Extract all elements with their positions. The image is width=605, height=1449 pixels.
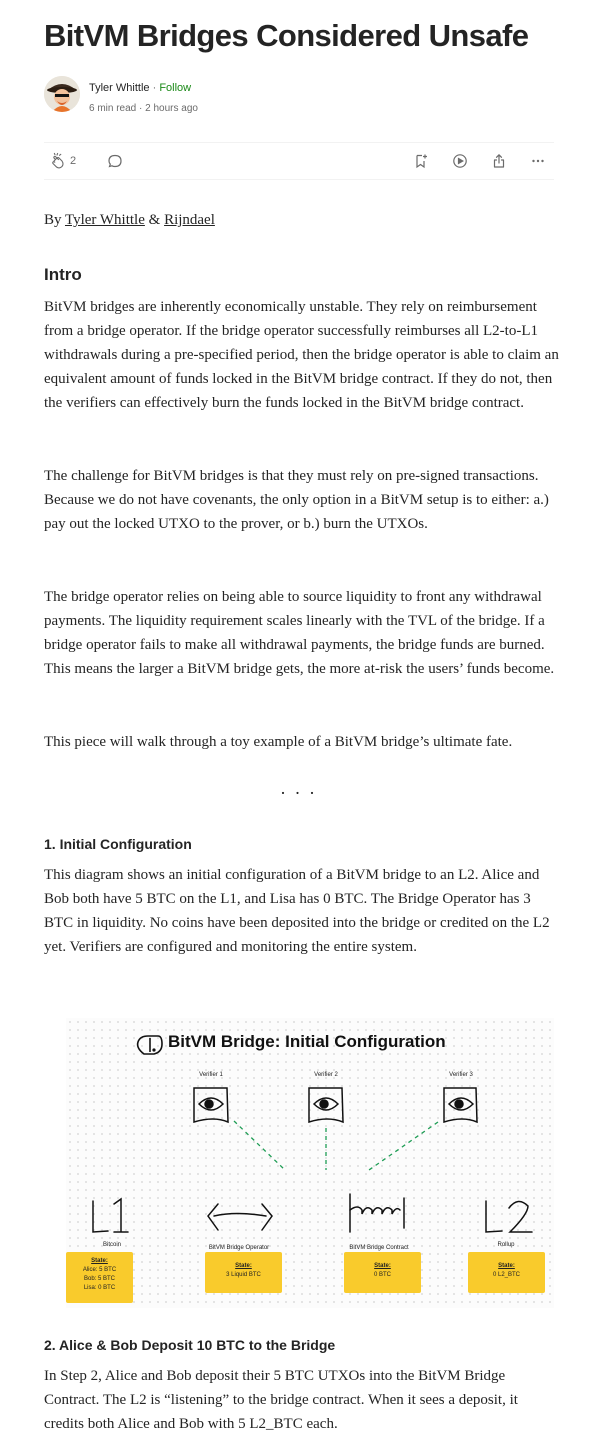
l1-handwritten (93, 1199, 128, 1232)
column-3-label: BitVM Bridge Contract (349, 1245, 409, 1251)
clap-icon[interactable] (48, 151, 68, 171)
column-2-label: BitVM Bridge Operator (208, 1245, 270, 1251)
bidirectional-arrow-icon (208, 1204, 272, 1230)
section2-heading: 2. Alice & Bob Deposit 10 BTC to the Bridge (44, 1337, 336, 1353)
section1-paragraph: This diagram shows an initial configuration of a BitVM bridge to an L2. Alice and Bob both have 5 BTC on the L1, and Lisa has 0 BTC. The Bridge Operator has 3 BTC in liquidity. No coins have been deposited into the bridge or credited on the L2 yet. Verifiers are configured and monitoring the entire system. (44, 867, 550, 955)
author-dot: · (152, 82, 157, 94)
article-title: BitVM Bridges Considered Unsafe (44, 18, 529, 53)
verifier-3-eye-icon (444, 1088, 477, 1122)
byline (44, 212, 215, 229)
verifier-2-eye-icon (309, 1088, 343, 1122)
action-bar (44, 142, 554, 180)
intro-paragraph-1: BitVM bridges are inherently economically unstable. They rely on reimbursement from a bridge operator. If the bridge operator successfully reimburses all L2-to-L1 withdrawals during a pre-specified period, then the bridge operator is able to claim an equivalent amount of funds locked in the BitVM bridge contract. If they do not, then the verifiers can effectively burn the funds locked in the BitVM bridge contract. (44, 299, 559, 411)
verifier-2-label: Verifier 2 (314, 1072, 338, 1078)
meta-separator: · (139, 103, 143, 114)
state-line: Lisa: 0 BTC (83, 1285, 116, 1291)
author-avatar[interactable] (44, 76, 80, 112)
clap-count: 2 (70, 155, 77, 167)
intro-paragraph-2: The challenge for BitVM bridges is that they must rely on pre-signed transactions. Because we do not have covenants, the only option in a BitVM setup is to either: a.) pay out the locked UTXO to the prover, or b.) burn the UTXOs. (44, 468, 549, 532)
comment-icon[interactable] (105, 151, 125, 171)
bookmark-add-icon[interactable] (411, 151, 431, 171)
byline-author-link-2[interactable]: Rijndael (164, 212, 215, 228)
state-line: 0 L2_BTC (492, 1272, 520, 1278)
verifier-3-label: Verifier 3 (449, 1072, 473, 1078)
verifier-1-label: Verifier 1 (199, 1072, 223, 1078)
read-time: 6 min read (89, 103, 137, 114)
byline-prefix: By (44, 212, 65, 228)
state-line: Alice: 5 BTC (82, 1267, 117, 1273)
diagram-figure[interactable] (66, 1018, 554, 1308)
contract-handwritten-icon (350, 1194, 404, 1232)
author-name[interactable]: Tyler Whittle (89, 82, 150, 94)
intro-heading: Intro (44, 265, 82, 284)
state-title: State: (498, 1263, 515, 1269)
state-title: State: (235, 1263, 252, 1269)
column-4-label: Rollup (497, 1242, 515, 1248)
intro-paragraph-3: The bridge operator relies on being able to source liquidity to front any withdrawal payments. The liquidity requirement scales linearly with the TVL of the bridge. If a bridge operator fails to make all withdrawal payments, the bridge funds are burned. This means the larger a BitVM bridge gets, the more at-risk the users’ funds become. (44, 589, 555, 677)
intro-paragraph-4: This piece will walk through a toy example of a BitVM bridge’s ultimate fate. (44, 734, 513, 750)
section-separator: ... (280, 778, 325, 798)
column-1-label: Bitcoin (102, 1242, 121, 1248)
state-title: State: (91, 1258, 108, 1264)
l2-handwritten (486, 1201, 532, 1232)
diagram-title: BitVM Bridge: Initial Configuration (168, 1032, 446, 1051)
section1-heading: 1. Initial Configuration (44, 836, 192, 852)
section2-paragraph: In Step 2, Alice and Bob deposit their 5 BTC UTXOs into the BitVM Bridge Contract. The L2 is “listening” to the bridge contract. When it sees a deposit, it credits both Alice and Bob with 5 L2_BTC each. (44, 1368, 518, 1432)
verifier-1-eye-icon (194, 1088, 228, 1122)
state-line: Bob: 5 BTC (83, 1276, 115, 1282)
state-title: State: (374, 1263, 391, 1269)
state-line: 0 BTC (373, 1272, 391, 1278)
byline-author-link-1[interactable]: Tyler Whittle (64, 212, 145, 228)
state-box-operator (205, 1252, 282, 1293)
verifier-links (234, 1121, 438, 1170)
published-time: 2 hours ago (145, 103, 198, 114)
state-box-bitcoin (66, 1252, 133, 1303)
listen-icon[interactable] (450, 151, 470, 171)
more-icon[interactable] (528, 151, 548, 171)
byline-amp: & (144, 212, 165, 228)
state-box-rollup (468, 1252, 545, 1293)
diagram-title-icon (138, 1036, 162, 1054)
state-box-contract (344, 1252, 421, 1293)
author-block (44, 76, 444, 116)
follow-button[interactable]: Follow (159, 82, 192, 94)
state-line: 3 Liquid BTC (226, 1272, 261, 1278)
share-icon[interactable] (489, 151, 509, 171)
